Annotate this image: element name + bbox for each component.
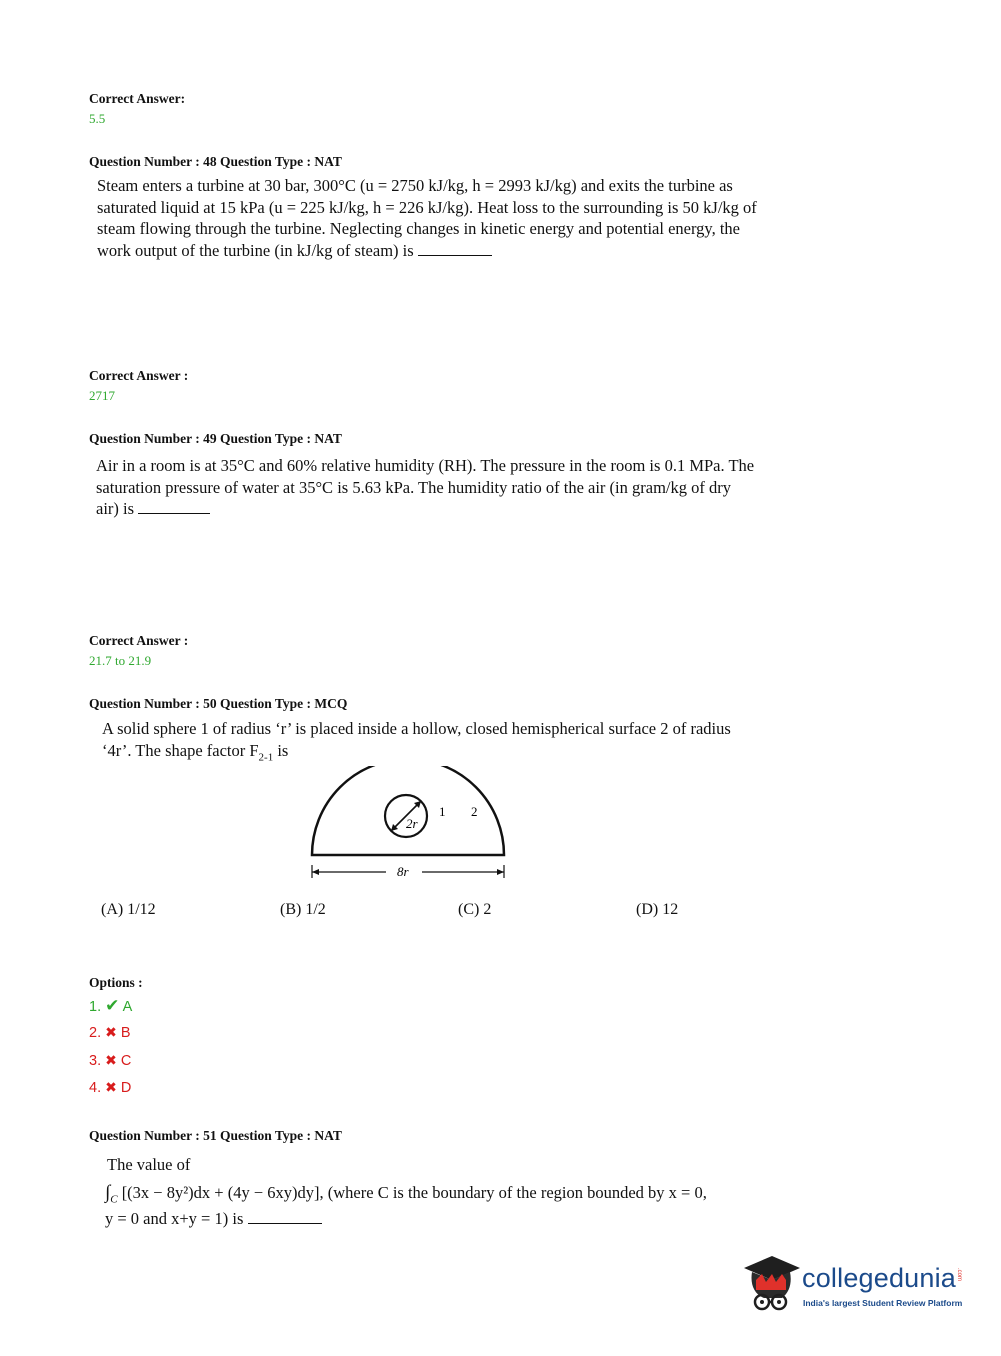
option-row-2 (89, 1024, 131, 1041)
question-header: Question Number : 48 Question Type : NAT (89, 154, 342, 169)
answer-label: Correct Answer : (89, 633, 189, 648)
question-header: Question Number : 51 Question Type : NAT (89, 1128, 342, 1143)
answer-label: Correct Answer : (89, 368, 189, 383)
option-number: 4. (89, 1080, 102, 1096)
integral-subscript: C (110, 1193, 118, 1206)
question-line: steam flowing through the turbine. Neglecting changes in kinetic energy and potential energy, the (97, 219, 741, 238)
answer-value: 5.5 (89, 111, 106, 126)
diameter-label: 2r (406, 816, 418, 831)
option-number: 2. (89, 1025, 102, 1041)
logo-name: collegedunia (802, 1263, 957, 1293)
question-header: Question Number : 50 Question Type : MCQ (89, 696, 348, 711)
cross-icon: ✖ (105, 1024, 117, 1040)
logo-dotcom: .com (956, 1268, 962, 1282)
question-text (96, 455, 838, 520)
question-text (105, 1208, 322, 1230)
answer-blank (248, 1209, 322, 1224)
answer-label: Correct Answer: (89, 91, 186, 106)
hemisphere-label: 2 (471, 804, 478, 819)
dimension-arrow-left-icon (312, 869, 319, 875)
logo-tagline: India's largest Student Review Platform (803, 1298, 963, 1308)
integral-symbol: ∫ (105, 1182, 111, 1203)
option-row-1 (89, 996, 132, 1016)
question-line: Air in a room is at 35°C and 60% relative humidity (RH). The pressure in the room is 0.1 MPa. The (96, 456, 755, 475)
choice-a: (A) 1/12 (101, 901, 156, 918)
question-line-text: ‘4r’. The shape factor F (102, 740, 259, 760)
option-number: 3. (89, 1053, 102, 1069)
question-line-text: work output of the turbine (in kJ/kg of steam) is (97, 240, 414, 260)
answer-value: 21.7 to 21.9 (89, 653, 152, 668)
question-line (102, 740, 843, 769)
option-row-3 (89, 1052, 131, 1069)
question-line (97, 240, 839, 262)
base-label: 8r (397, 864, 409, 879)
question-header: Question Number : 49 Question Type : NAT (89, 431, 342, 446)
question-line-text: air) is (96, 499, 135, 518)
option-letter: A (122, 999, 133, 1015)
question-text: The value of (107, 1155, 191, 1174)
choice-b: (B) 1/2 (280, 901, 326, 918)
option-letter: C (120, 1053, 132, 1069)
collegedunia-mascot-icon (742, 1250, 800, 1320)
option-number: 1. (89, 999, 102, 1015)
question-line: saturation pressure of water at 35°C is 5.63 kPa. The humidity ratio of the air (in gram/kg of dry (96, 477, 731, 497)
question-text (105, 1182, 845, 1211)
dimension-arrow-right-icon (497, 869, 504, 875)
sphere-label: 1 (439, 804, 446, 819)
question-line-text: [(3x − 8y²)dx + (4y − 6xy)dy], (where C is the boundary of the region bounded by x = 0, (121, 1183, 707, 1202)
shape-factor-subscript: 2-1 (258, 750, 274, 763)
options-label: Options : (89, 975, 143, 990)
option-letter: B (120, 1025, 131, 1041)
question-text (102, 718, 843, 768)
choice-d: (D) 12 (636, 901, 679, 918)
answer-blank (418, 241, 492, 256)
question-line: A solid sphere 1 of radius ‘r’ is placed inside a hollow, closed hemispherical surface 2 of radius (102, 719, 731, 738)
question-line: Steam enters a turbine at 30 bar, 300°C (u = 2750 kJ/kg, h = 2993 kJ/kg) and exits the turbine as (97, 176, 733, 195)
hemisphere-figure (300, 766, 520, 882)
choice-c: (C) 2 (458, 901, 492, 918)
question-line-text: y = 0 and x+y = 1) is (105, 1209, 244, 1228)
question-line-end: is (273, 740, 289, 760)
question-line (96, 498, 838, 520)
question-line: saturated liquid at 15 kPa (u = 225 kJ/kg, h = 226 kJ/kg). Heat loss to the surrounding is 50 kJ/kg of (97, 197, 757, 217)
answer-blank (138, 499, 210, 514)
answer-value: 2717 (89, 388, 115, 403)
question-text (97, 175, 839, 261)
check-icon: ✔ (105, 996, 120, 1015)
option-letter: D (120, 1080, 132, 1096)
cross-icon: ✖ (105, 1052, 117, 1068)
cross-icon: ✖ (105, 1079, 117, 1095)
option-row-4 (89, 1079, 131, 1096)
